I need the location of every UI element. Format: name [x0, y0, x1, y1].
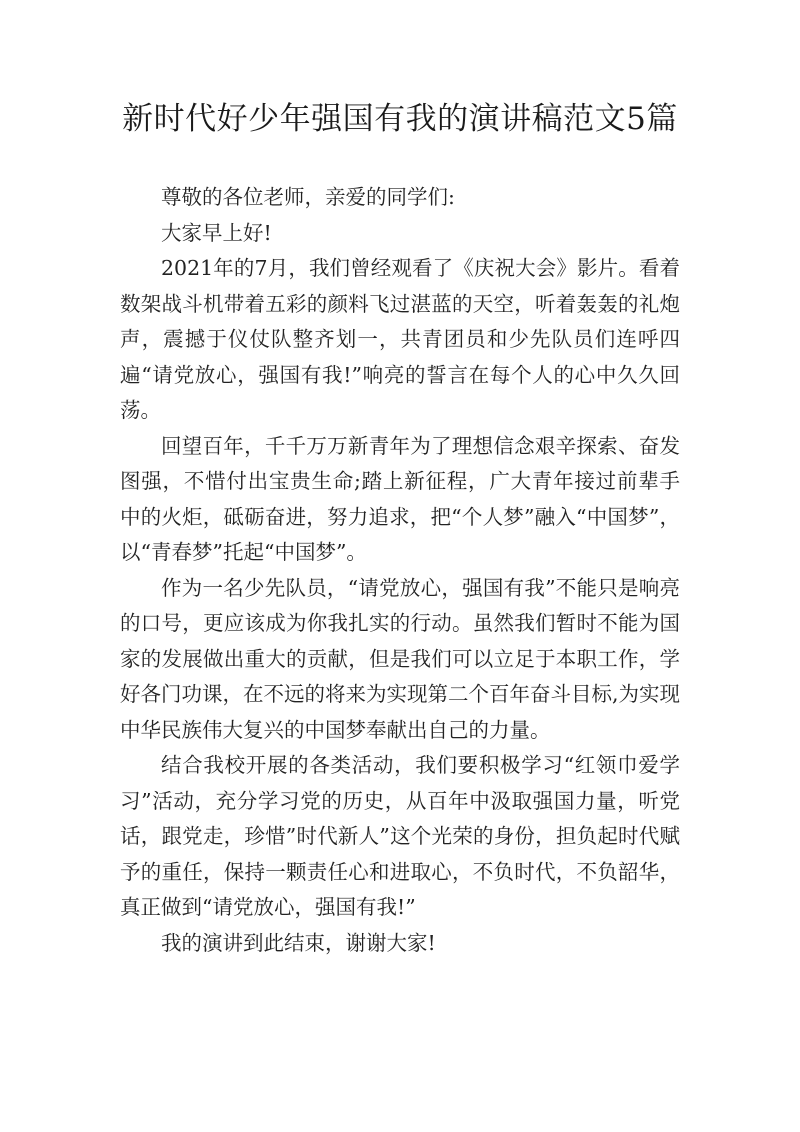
closing-paragraph: 我的演讲到此结束，谢谢大家!: [161, 930, 436, 955]
body-paragraph: 回望百年，千千万万新青年为了理想信念艰辛探索、奋发图强，不惜付出宝贵生命;踏上新征程，广大青年接过前辈手中的火炬，砥砺奋进，努力追求，把“个人梦”融入“中国梦”，以“青春梦”托起“中国梦”。: [120, 433, 680, 564]
salutation-paragraph: 尊敬的各位老师，亲爱的同学们:: [161, 185, 455, 209]
document-body: [120, 180, 680, 961]
body-paragraph: 2021年的7月，我们曾经观看了《庆祝大会》影片。看着数架战斗机带着五彩的颜料飞过湛蓝的天空，听着轰轰的礼炮声，震撼于仪仗队整齐划一，共青团员和少先队员们连呼四遍“请党放心，强国有我!”响亮的誓言在每个人的心中久久回荡。: [120, 256, 680, 422]
greeting-paragraph: 大家早上好!: [161, 220, 272, 245]
document-title: 新时代好少年强国有我的演讲稿范文5篇: [122, 101, 678, 137]
body-paragraph: 结合我校开展的各类活动，我们要积极学习“红领巾爱学习”活动，充分学习党的历史，从百年中汲取强国力量，听党话，跟党走，珍惜”时代新人”这个光荣的身份，担负起时代赋予的重任，保持一颗责任心和进取心，不负时代，不负韶华，真正做到“请党放心，强国有我!”: [120, 753, 680, 919]
body-paragraph: 作为一名少先队员，“请党放心，强国有我”不能只是响亮的口号，更应该成为你我扎实的行动。虽然我们暂时不能为国家的发展做出重大的贡献，但是我们可以立足于本职工作，学好各门功课，在不远的将来为实现第二个百年奋斗目标,为实现中华民族伟大复兴的中国梦奉献出自己的力量。: [120, 575, 681, 742]
